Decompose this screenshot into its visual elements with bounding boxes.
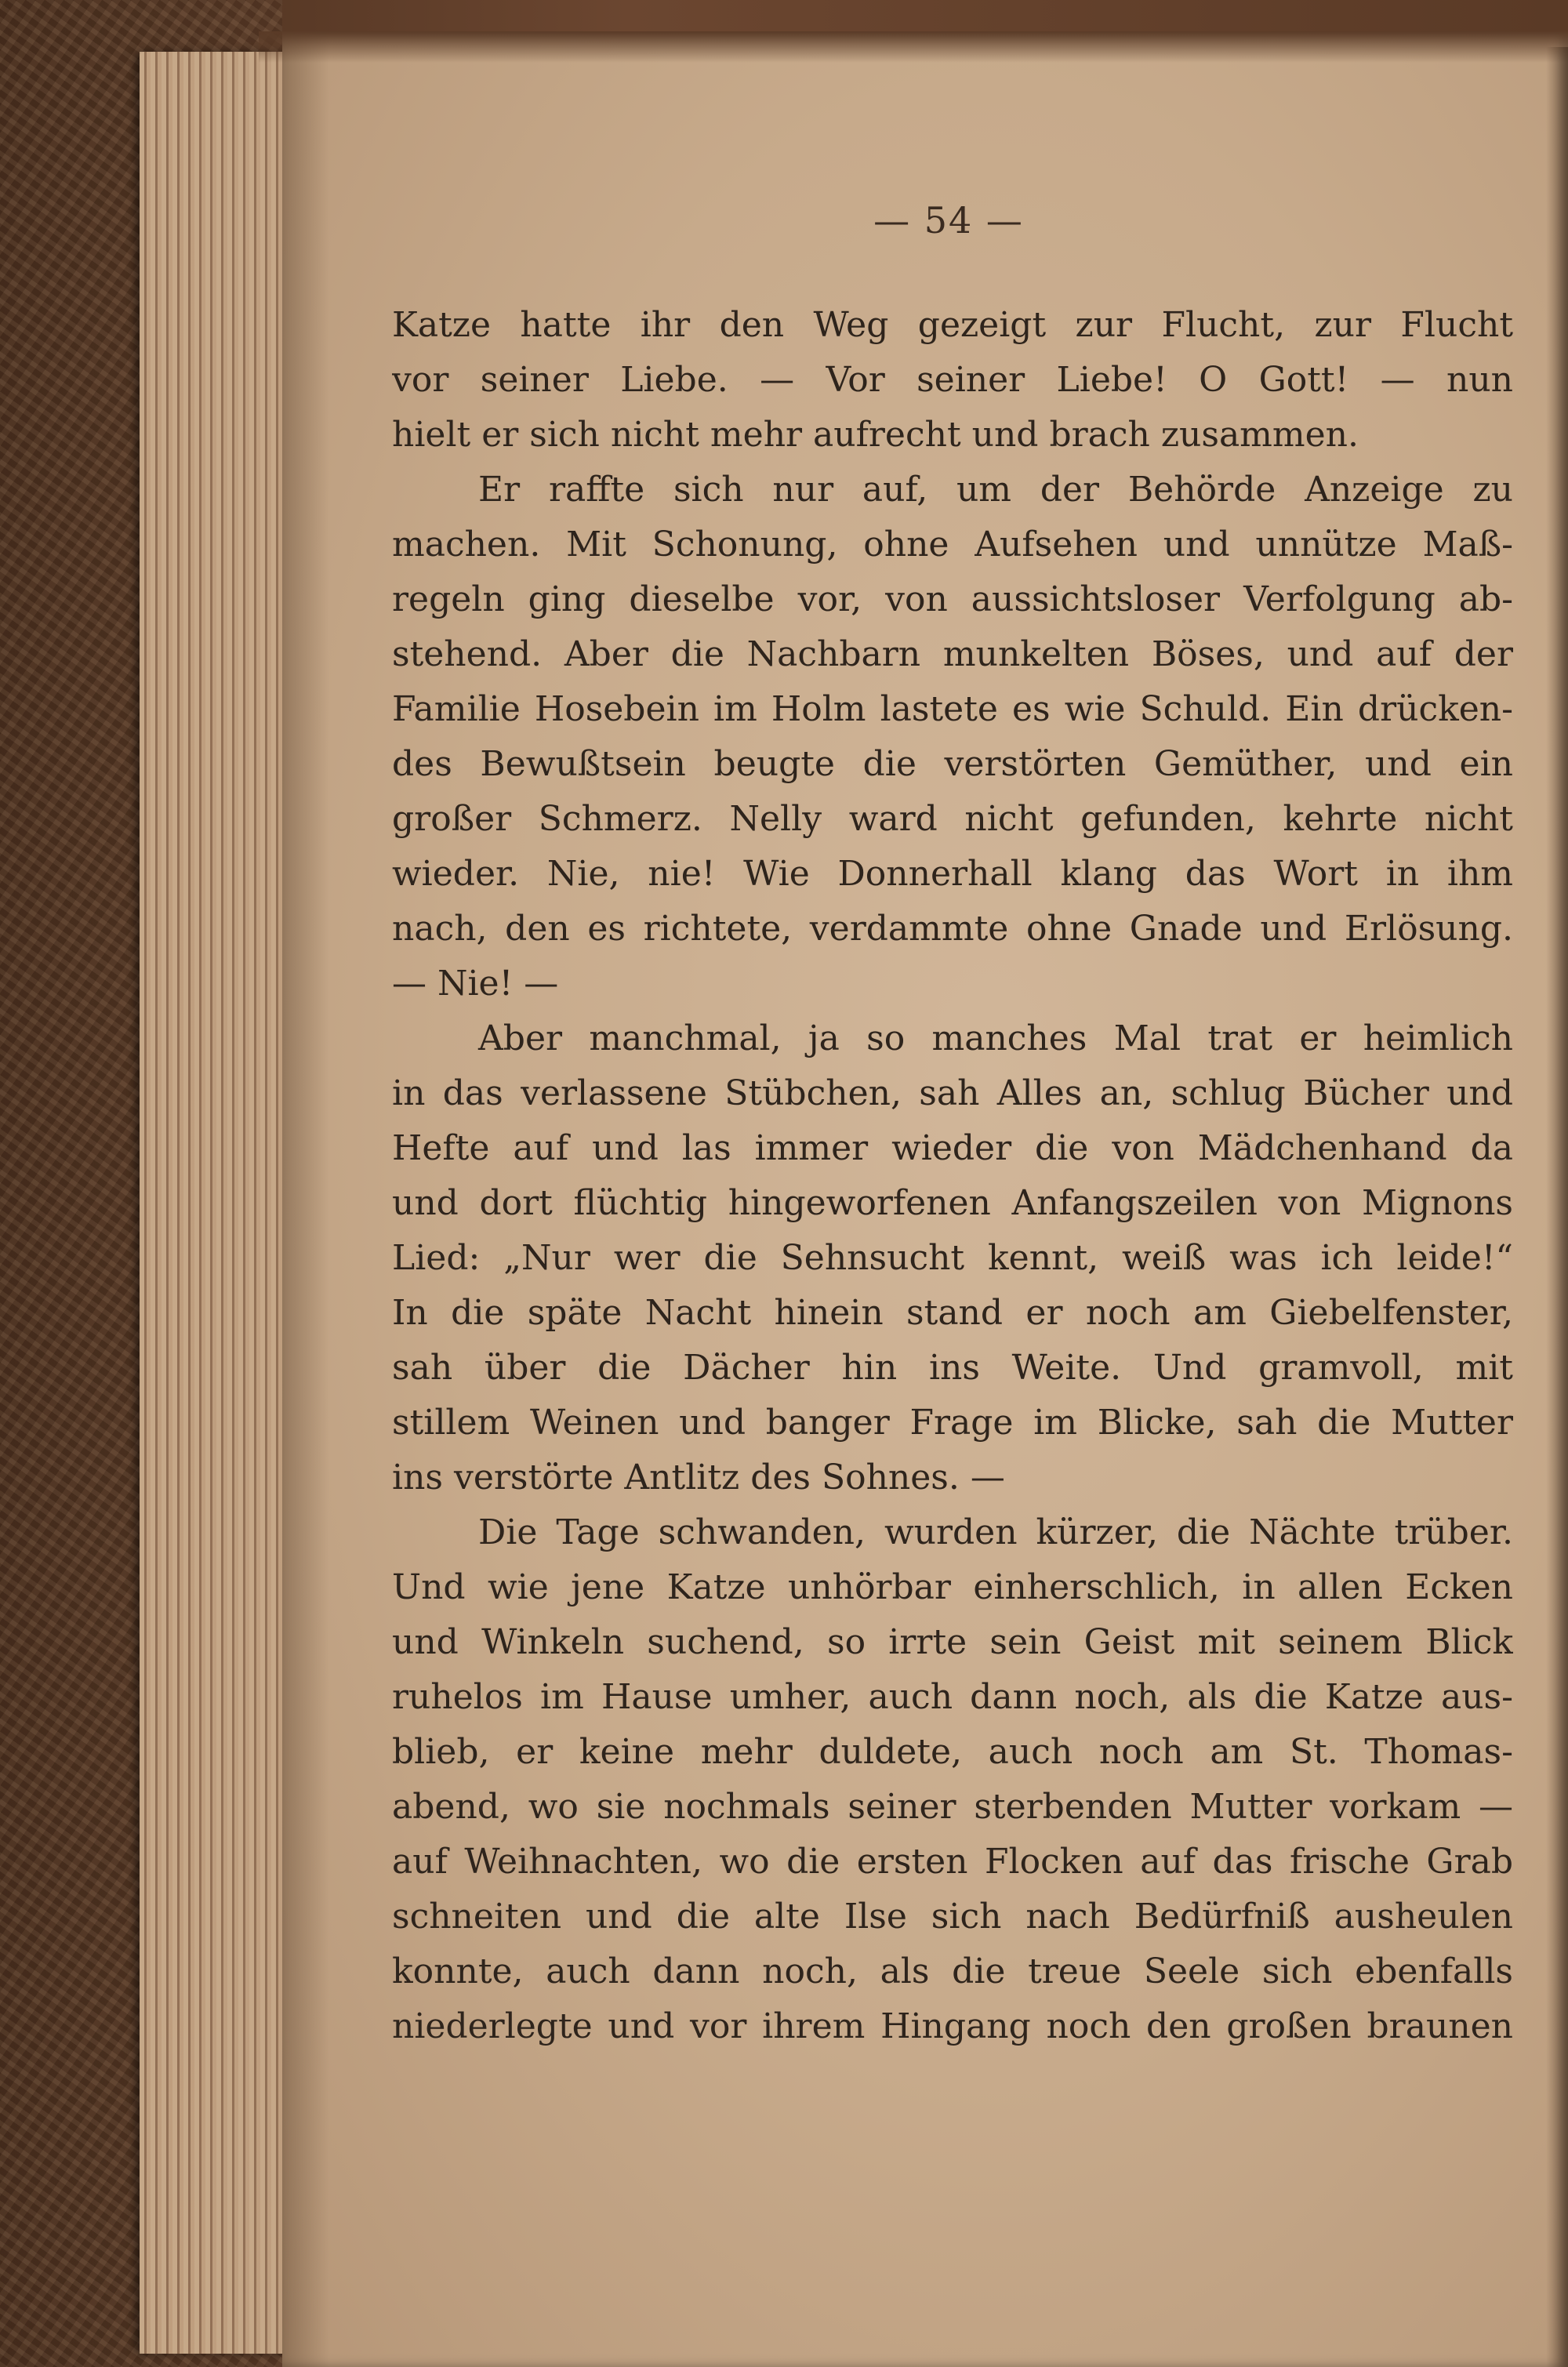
gutter-shadow xyxy=(282,31,329,2367)
text-line: Und wie jene Katze unhörbar einherschlich, in allen Ecken xyxy=(392,1567,1513,1607)
text-line: konnte, auch dann noch, als die treue Seele sich ebenfalls xyxy=(392,1951,1513,1991)
text-line: und Winkeln suchend, so irrte sein Geist mit seinem Blick xyxy=(392,1622,1513,1662)
text-line: vor seiner Liebe. — Vor seiner Liebe! O Gott! — nun xyxy=(392,360,1513,400)
right-edge-shadow xyxy=(1546,47,1568,2367)
text-line: sah über die Dächer hin ins Weite. Und gramvoll, mit xyxy=(392,1348,1513,1388)
body-text xyxy=(392,298,1513,2054)
top-shadow xyxy=(259,31,1568,63)
text-line: niederlegte und vor ihrem Hingang noch den großen braunen xyxy=(392,2006,1513,2046)
text-line: abend, wo sie nochmals seiner sterbenden Mutter vorkam — xyxy=(392,1787,1513,1827)
text-line: Aber manchmal, ja so manches Mal trat er heimlich xyxy=(478,1018,1513,1058)
text-line: Familie Hosebein im Holm lastete es wie Schuld. Ein drücken- xyxy=(392,689,1513,729)
text-line: Er raffte sich nur auf, um der Behörde Anzeige zu xyxy=(478,470,1513,510)
text-line: und dort flüchtig hingeworfenen Anfangszeilen von Mignons xyxy=(392,1183,1513,1223)
text-line: schneiten und die alte Ilse sich nach Bedürfniß ausheulen xyxy=(392,1897,1513,1937)
text-line: regeln ging dieselbe vor, von aussichtsloser Verfolgung ab- xyxy=(392,579,1513,619)
text-line: machen. Mit Schonung, ohne Aufsehen und unnütze Maß- xyxy=(392,525,1513,565)
text-line: hielt er sich nicht mehr aufrecht und brach zusammen. xyxy=(392,415,1359,455)
page-number: — 54 — xyxy=(873,199,1024,241)
text-line: — Nie! — xyxy=(392,964,559,1004)
text-line: stillem Weinen und banger Frage im Blicke, sah die Mutter xyxy=(392,1403,1513,1443)
text-line: Hefte auf und las immer wieder die von Mädchenhand da xyxy=(392,1128,1513,1168)
text-line: In die späte Nacht hinein stand er noch am Giebelfenster, xyxy=(392,1293,1513,1333)
text-line: ruhelos im Hause umher, auch dann noch, als die Katze aus- xyxy=(392,1677,1513,1717)
text-line: nach, den es richtete, verdammte ohne Gnade und Erlösung. xyxy=(392,909,1513,949)
text-line: auf Weihnachten, wo die ersten Flocken auf das frische Grab xyxy=(392,1842,1513,1882)
text-line: stehend. Aber die Nachbarn munkelten Böses, und auf der xyxy=(392,634,1513,674)
text-line: wieder. Nie, nie! Wie Donnerhall klang das Wort in ihm xyxy=(392,854,1513,894)
text-line: großer Schmerz. Nelly ward nicht gefunden, kehrte nicht xyxy=(392,799,1513,839)
text-line: Die Tage schwanden, wurden kürzer, die Nächte trüber. xyxy=(478,1512,1513,1552)
text-line: in das verlassene Stübchen, sah Alles an, schlug Bücher und xyxy=(392,1073,1513,1113)
page-edges xyxy=(140,52,289,2354)
text-line: Lied: „Nur wer die Sehnsucht kennt, weiß was ich leide!“ xyxy=(392,1238,1513,1278)
text-line: Katze hatte ihr den Weg gezeigt zur Flucht, zur Flucht xyxy=(392,305,1513,345)
text-line: ins verstörte Antlitz des Sohnes. — xyxy=(392,1458,1005,1498)
text-line: blieb, er keine mehr duldete, auch noch am St. Thomas- xyxy=(392,1732,1513,1772)
text-line: des Bewußtsein beugte die verstörten Gemüther, und ein xyxy=(392,744,1513,784)
